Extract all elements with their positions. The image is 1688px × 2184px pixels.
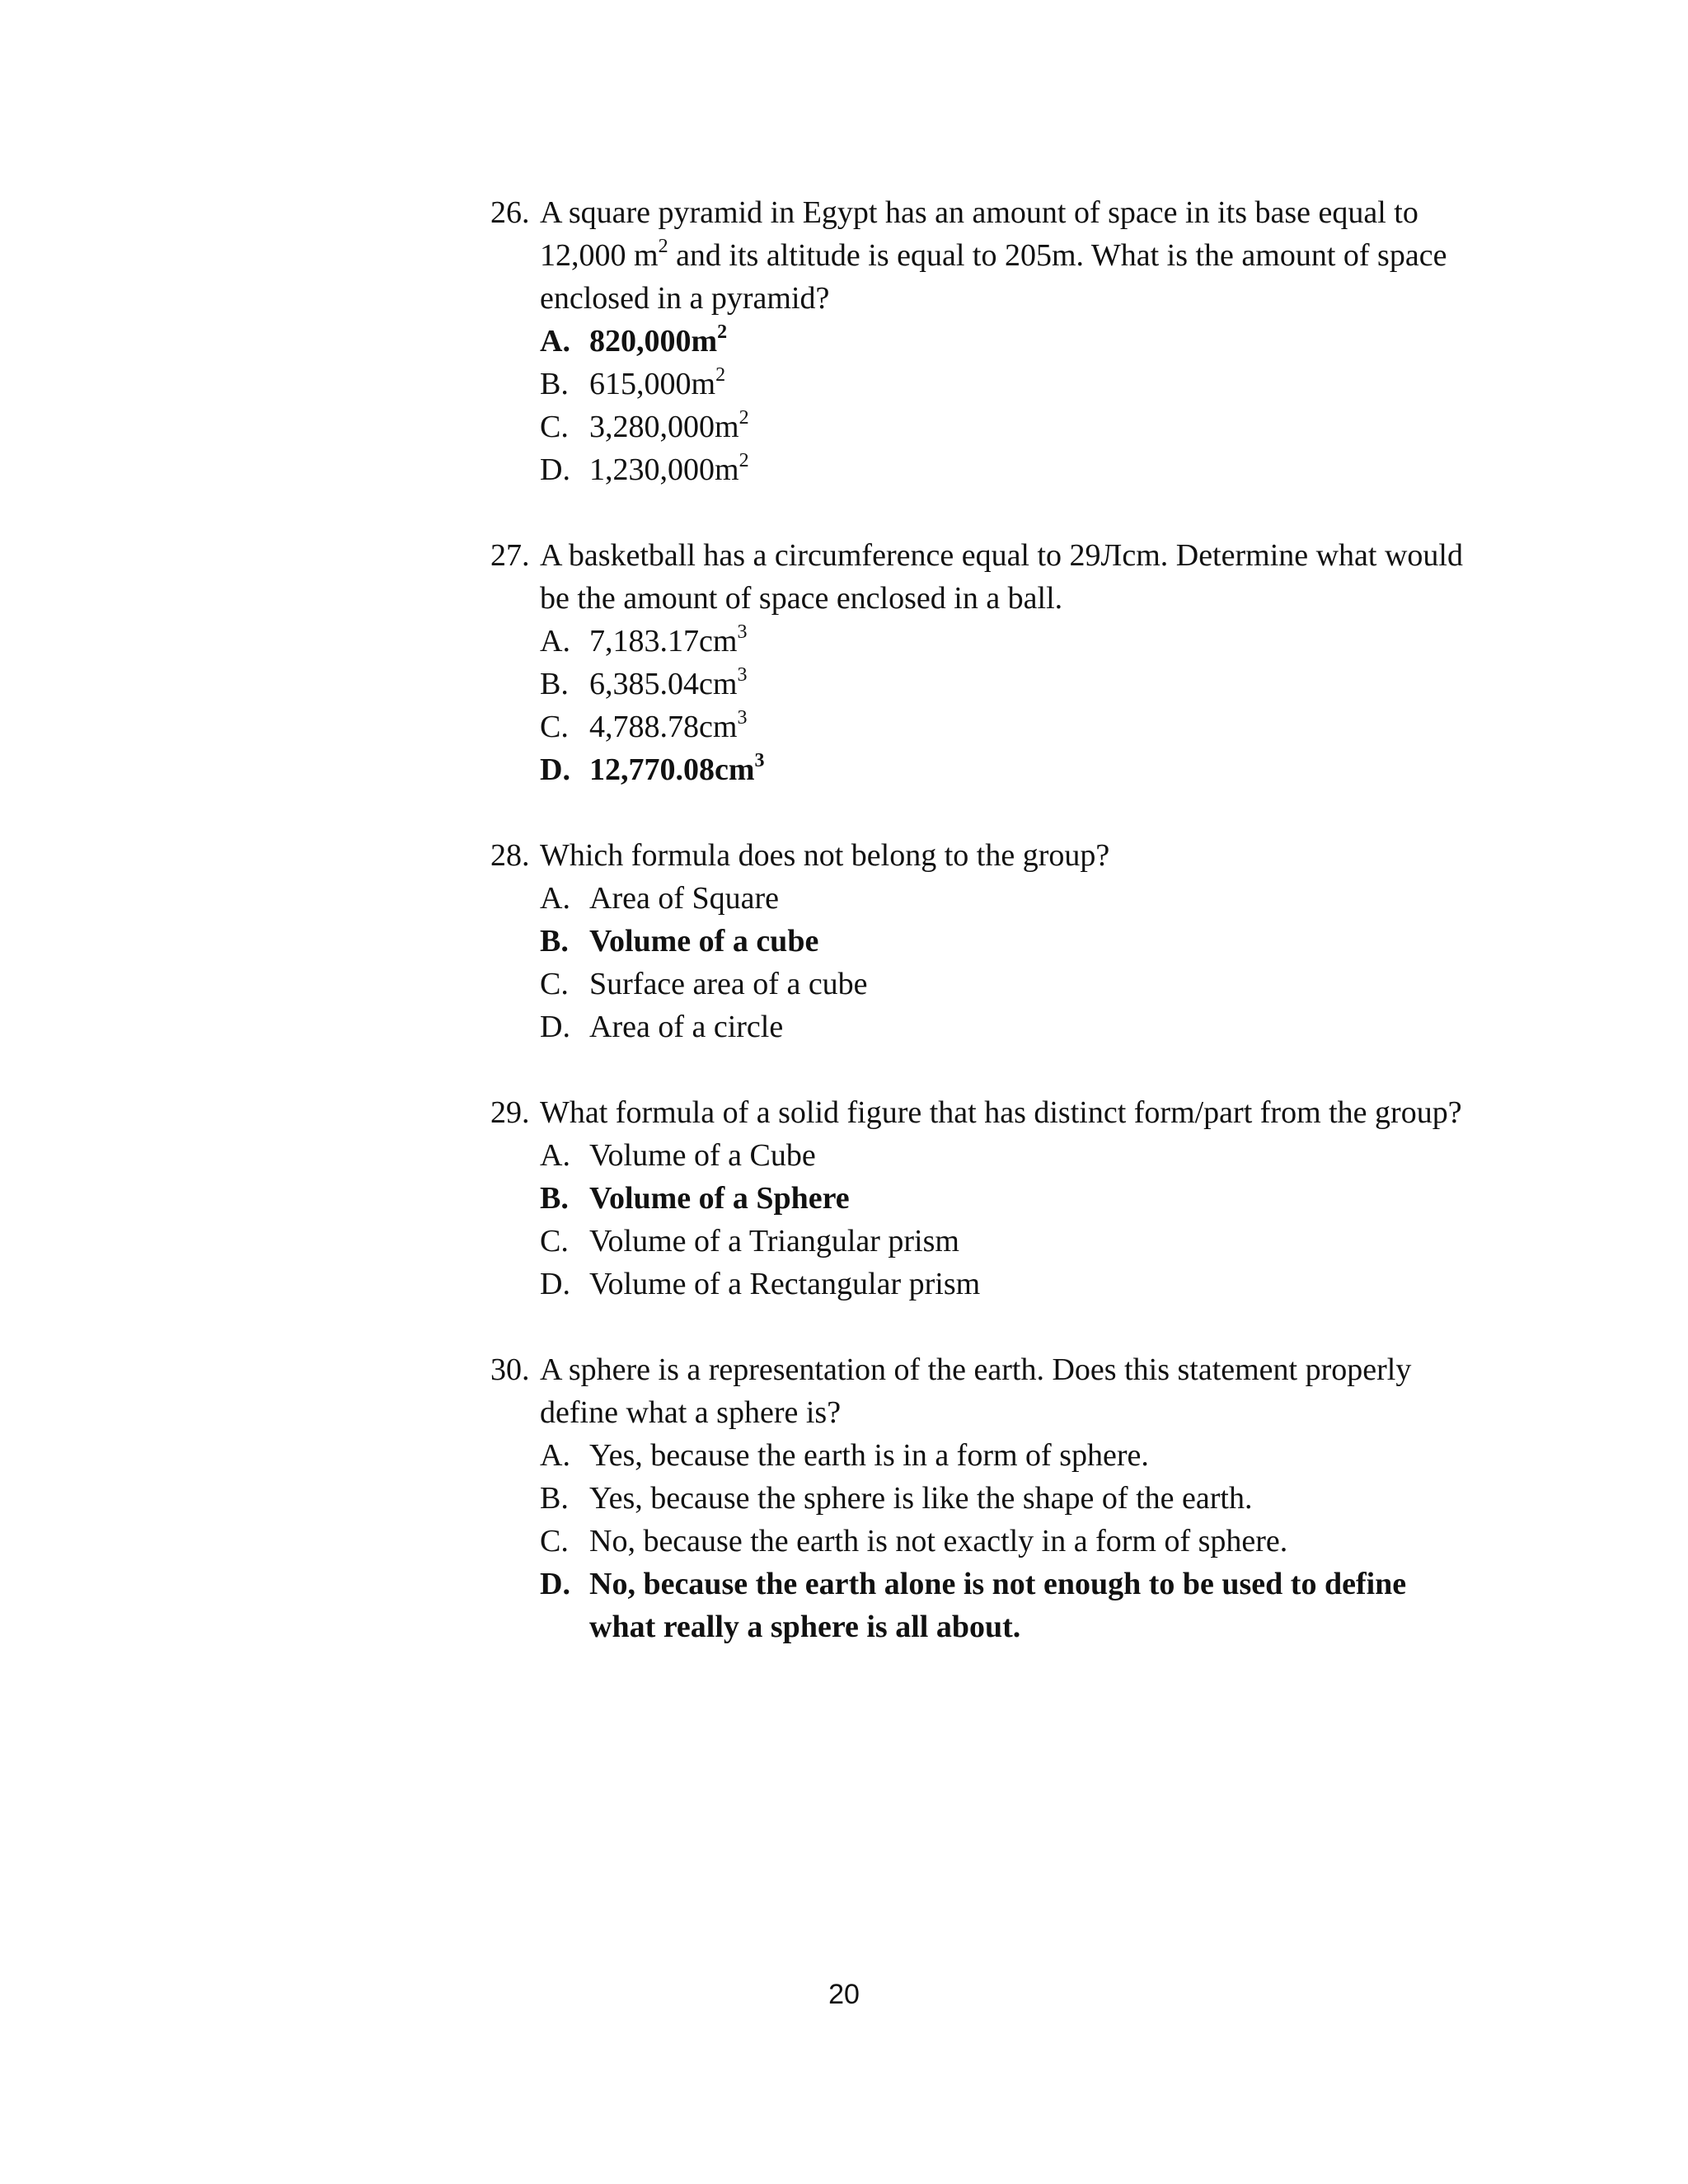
page-number: 20: [828, 1979, 860, 2010]
document-body: [490, 191, 1479, 1691]
superscript: 2: [738, 407, 749, 429]
option-label: 12,770.08cm: [589, 752, 755, 787]
option-letter: B.: [540, 367, 569, 401]
superscript: 2: [658, 236, 668, 258]
question-text: [540, 1348, 1479, 1434]
option-letter: D.: [540, 452, 570, 487]
superscript: 3: [737, 707, 748, 729]
option-letter: B.: [540, 924, 569, 958]
option-label: Volume of a Rectangular prism: [589, 1267, 981, 1301]
question-stem: [490, 834, 1479, 877]
option-text: [589, 1177, 1479, 1220]
superscript: 3: [737, 621, 748, 644]
option-letter: C.: [540, 967, 569, 1001]
option-text: [589, 363, 1479, 405]
option-label: No, because the earth alone is not enough to be used to define what really a sphere is all about.: [589, 1567, 1407, 1644]
option-label: Area of Square: [589, 881, 780, 916]
question-number: 26.: [490, 195, 530, 230]
option-label: Volume of a Sphere: [589, 1181, 850, 1216]
answer-options: [540, 1134, 1479, 1305]
option-label: No, because the earth is not exactly in a form of sphere.: [589, 1524, 1288, 1558]
question-stem: [490, 534, 1479, 620]
option-letter: C.: [540, 1524, 569, 1558]
question-27: [490, 534, 1479, 791]
answer-option-correct: [540, 748, 1479, 791]
option-label: Surface area of a cube: [589, 967, 868, 1001]
question-text-part: A square pyramid in Egypt has an amount of space in its base equal to 12,000 m: [540, 195, 1418, 273]
answer-option: [540, 1477, 1479, 1520]
question-text: [540, 1091, 1479, 1134]
option-text: [589, 963, 1479, 1005]
answer-option: [540, 1434, 1479, 1477]
question-text-part: A basketball has a circumference equal to 29Лcm. Determine what would be the amount of space enclosed in a ball.: [540, 538, 1463, 616]
answer-option: [540, 1520, 1479, 1563]
answer-option: [540, 620, 1479, 663]
option-letter: D.: [540, 752, 570, 787]
option-text: [589, 1520, 1479, 1563]
answer-option: [540, 1263, 1479, 1305]
answer-options: [540, 620, 1479, 791]
option-text: [589, 1563, 1479, 1648]
option-label: 820,000m: [589, 324, 718, 359]
answer-option-correct: [540, 1177, 1479, 1220]
answer-option: [540, 1220, 1479, 1263]
option-letter: D.: [540, 1010, 570, 1044]
option-label: Volume of a Triangular prism: [589, 1224, 959, 1258]
option-text: [589, 920, 1479, 963]
option-text: [589, 620, 1479, 663]
option-text: [589, 1263, 1479, 1305]
superscript: 3: [754, 750, 765, 772]
option-text: [589, 448, 1479, 491]
option-letter: A.: [540, 624, 570, 658]
answer-options: [540, 877, 1479, 1048]
option-text: [589, 320, 1479, 363]
question-26: [490, 191, 1479, 491]
question-stem: [490, 1348, 1479, 1434]
option-letter: B.: [540, 667, 569, 701]
option-letter: B.: [540, 1481, 569, 1516]
answer-option: [540, 448, 1479, 491]
option-text: [589, 877, 1479, 920]
option-label: 3,280,000m: [589, 410, 739, 444]
option-letter: B.: [540, 1181, 569, 1216]
option-text: [589, 1134, 1479, 1177]
option-text: [589, 1434, 1479, 1477]
option-label: Volume of a Cube: [589, 1138, 816, 1173]
answer-option: [540, 405, 1479, 448]
question-text-part: What formula of a solid figure that has distinct form/part from the group?: [540, 1095, 1462, 1130]
question-stem: [490, 191, 1479, 320]
answer-option: [540, 363, 1479, 405]
question-number: 27.: [490, 538, 530, 573]
option-label: Volume of a cube: [589, 924, 819, 958]
answer-option: [540, 1005, 1479, 1048]
answer-option: [540, 963, 1479, 1005]
option-letter: D.: [540, 1567, 570, 1601]
question-stem: [490, 1091, 1479, 1134]
answer-option-correct: [540, 1563, 1479, 1648]
option-letter: A.: [540, 324, 570, 359]
answer-options: [540, 320, 1479, 491]
question-30: [490, 1348, 1479, 1648]
question-text-part: A sphere is a representation of the earth. Does this statement properly define what a sphere is?: [540, 1352, 1412, 1430]
option-text: [589, 1220, 1479, 1263]
question-text-part: Which formula does not belong to the group?: [540, 838, 1110, 873]
answer-option: [540, 877, 1479, 920]
answer-option-correct: [540, 320, 1479, 363]
option-text: [589, 748, 1479, 791]
question-text: [540, 834, 1479, 877]
option-text: [589, 405, 1479, 448]
answer-option-correct: [540, 920, 1479, 963]
question-29: [490, 1091, 1479, 1305]
option-text: [589, 663, 1479, 705]
superscript: 3: [737, 664, 748, 687]
option-letter: A.: [540, 1438, 570, 1473]
option-text: [589, 1005, 1479, 1048]
option-label: Yes, because the earth is in a form of sphere.: [589, 1438, 1149, 1473]
answer-option: [540, 663, 1479, 705]
option-label: 6,385.04cm: [589, 667, 738, 701]
option-letter: A.: [540, 1138, 570, 1173]
option-letter: C.: [540, 410, 569, 444]
superscript: 2: [715, 364, 726, 387]
question-text-part: and its altitude is equal to 205m. What is the amount of space enclosed in a pyramid?: [540, 238, 1447, 316]
option-label: 7,183.17cm: [589, 624, 738, 658]
option-text: [589, 1477, 1479, 1520]
option-text: [589, 705, 1479, 748]
answer-option: [540, 1134, 1479, 1177]
question-text: [540, 534, 1479, 620]
option-letter: A.: [540, 881, 570, 916]
answer-options: [540, 1434, 1479, 1648]
answer-option: [540, 705, 1479, 748]
question-number: 29.: [490, 1095, 530, 1130]
question-28: [490, 834, 1479, 1048]
question-number: 28.: [490, 838, 530, 873]
option-label: 1,230,000m: [589, 452, 739, 487]
option-letter: C.: [540, 710, 569, 744]
option-label: 615,000m: [589, 367, 716, 401]
superscript: 2: [738, 450, 749, 472]
option-letter: D.: [540, 1267, 570, 1301]
option-label: Yes, because the sphere is like the shape of the earth.: [589, 1481, 1253, 1516]
superscript: 2: [717, 321, 728, 344]
question-number: 30.: [490, 1352, 530, 1387]
option-label: 4,788.78cm: [589, 710, 738, 744]
option-label: Area of a circle: [589, 1010, 784, 1044]
option-letter: C.: [540, 1224, 569, 1258]
question-text: [540, 191, 1479, 320]
